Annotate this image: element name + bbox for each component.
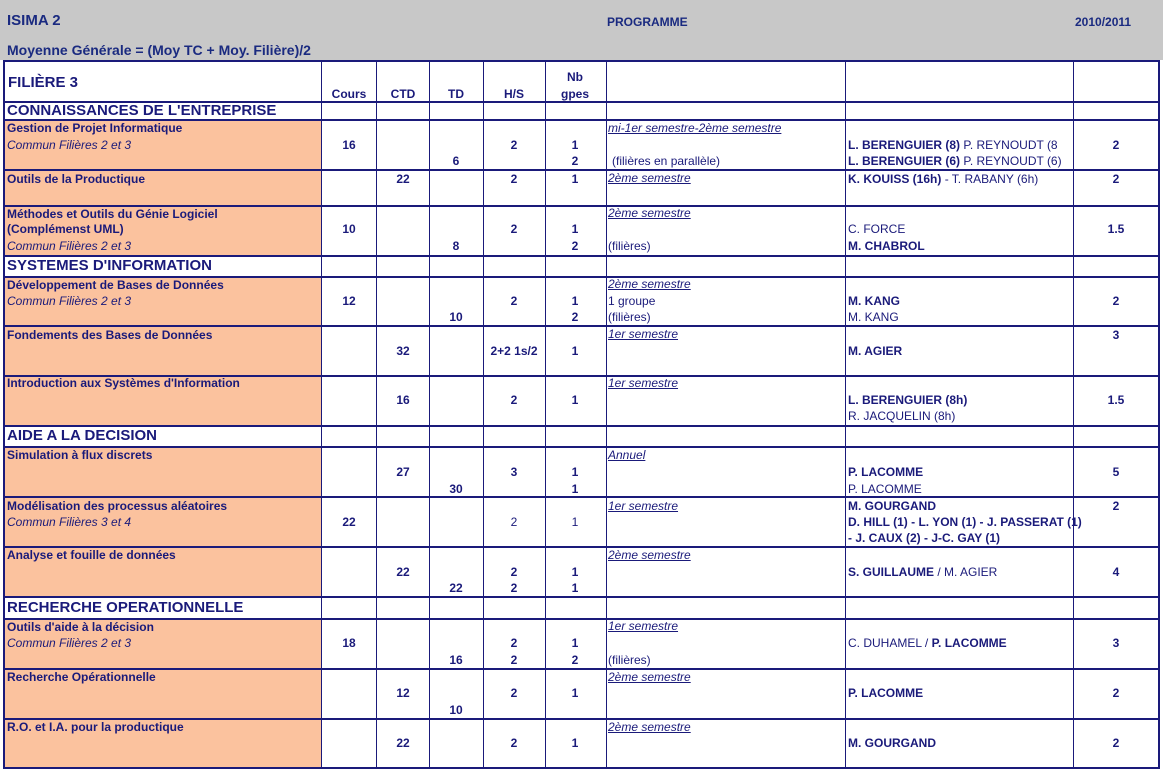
col-cours: Cours xyxy=(331,87,367,101)
header-programme: PROGRAMME xyxy=(607,15,688,29)
col-nb: Nb xyxy=(567,70,583,84)
page-header xyxy=(0,0,1163,60)
col-ctd: CTD xyxy=(390,87,416,101)
header-formula: Moyenne Générale = (Moy TC + Moy. Filière)/2 xyxy=(7,42,311,58)
section-heading: CONNAISSANCES DE L'ENTREPRISE xyxy=(7,102,277,119)
header-title: ISIMA 2 xyxy=(7,12,61,29)
header-year: 2010/2011 xyxy=(1075,15,1132,29)
col-gpes: gpes xyxy=(560,87,590,101)
section-heading: RECHERCHE OPERATIONNELLE xyxy=(7,599,244,616)
section-heading: AIDE A LA DECISION xyxy=(7,427,158,444)
section-heading: SYSTEMES D'INFORMATION xyxy=(7,257,212,274)
table-title: FILIÈRE 3 xyxy=(8,74,79,91)
col-td: TD xyxy=(448,87,464,101)
col-hs: H/S xyxy=(503,87,525,101)
